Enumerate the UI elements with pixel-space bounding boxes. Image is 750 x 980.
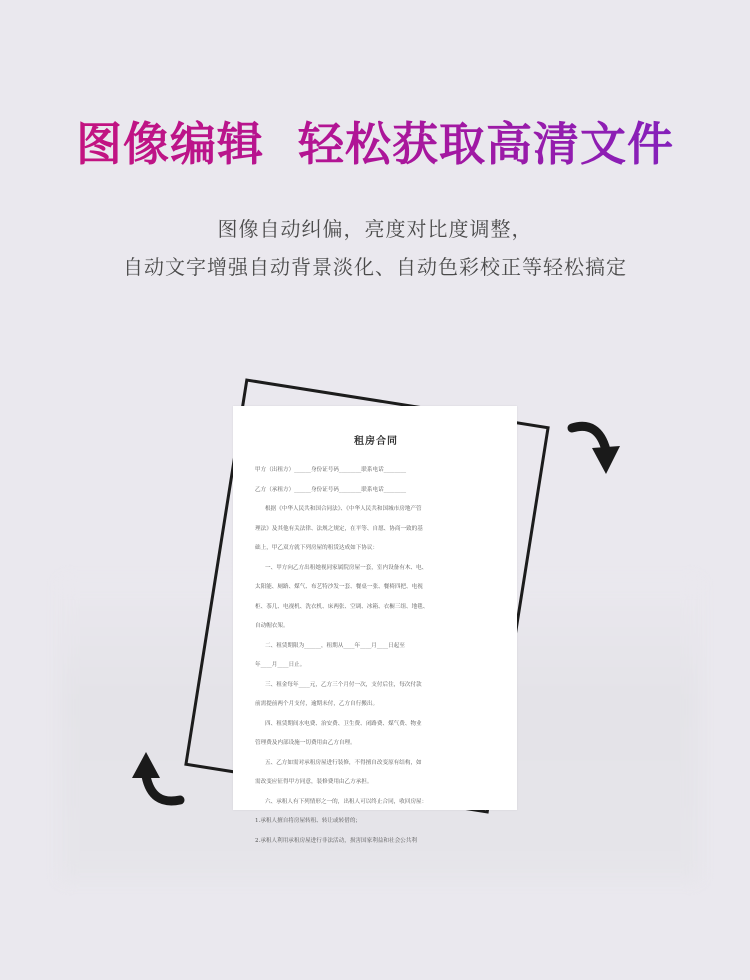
document-line: 根据《中华人民共和国合同法》、《中华人民共和国城市房地产管 [265, 506, 422, 512]
document-line: 五、乙方如需对承租房屋进行装修，不得擅自改变原有结构，如 [265, 759, 422, 766]
document-line: 六、承租人有下列情形之一的，出租人可以终止合同，收回房屋： [265, 798, 428, 805]
subtitle-line-1: 图像自动纠偏，亮度对比度调整， [217, 217, 533, 241]
document-line: 理法》及其他有关法律、法规之规定，在平等、自愿、协商一致的基 [255, 525, 423, 532]
document-line: 需改变应征得甲方同意，装修费用由乙方承担。 [255, 779, 373, 785]
document-line: 太阳能、厕路、煤气、布艺特沙发一套、餐桌一张、餐椅四把、电视 [255, 584, 423, 590]
document-line: 管理费及内部设施一切费用由乙方自理。 [255, 740, 356, 746]
document-line: 年____月____日止。 [255, 662, 306, 668]
document-line: 1.承租人擅自将房屋转租、转让或转借的； [255, 818, 362, 824]
document-line: 础上，甲乙双方就下列房屋的租赁达成如下协议： [255, 545, 379, 551]
document-line: 柜、茶几、电视机、洗衣机、床两张、空调、冰箱、衣橱三组、地毯、 [255, 603, 429, 610]
rotate-counterclockwise-icon [128, 748, 186, 810]
document-body [255, 461, 497, 851]
subtitle-line-2: 自动文字增强自动背景淡化、自动色彩校正等轻松搞定 [123, 255, 627, 279]
document-line: 自动帽衣架。 [255, 623, 289, 629]
document-line: 甲方（出租方）______身份证号码________联系电话________ [255, 467, 407, 473]
rotate-clockwise-icon [566, 416, 624, 478]
document-line: 乙方（承租方）______身份证号码________联系电话________ [255, 486, 407, 493]
page-headline: 图像编辑 轻松获取高清文件 [0, 108, 750, 174]
document-line: 前需提前两个月支付，逾期未付，乙方自行搬出。 [255, 701, 379, 707]
document-line: 2.承租人利用承租房屋进行非法活动，损害国家利益和社会公共利 [255, 837, 417, 844]
document-line: 三、租金每年____元，乙方三个月付一次，支付后住，每次付款 [265, 681, 422, 688]
document-title: 租房合同 [354, 436, 398, 447]
contract-document [233, 406, 517, 844]
document-line: 一、甲方向乙方出租她视同家属院房屋一套，室内设备有木、电、 [265, 564, 428, 571]
document-line: 四、租赁期间水电费、治安费、卫生费、闭路费、煤气费、物业 [265, 720, 422, 727]
document-line: 二、租赁期限为______，租期从____年____月____日起至 [265, 642, 405, 649]
